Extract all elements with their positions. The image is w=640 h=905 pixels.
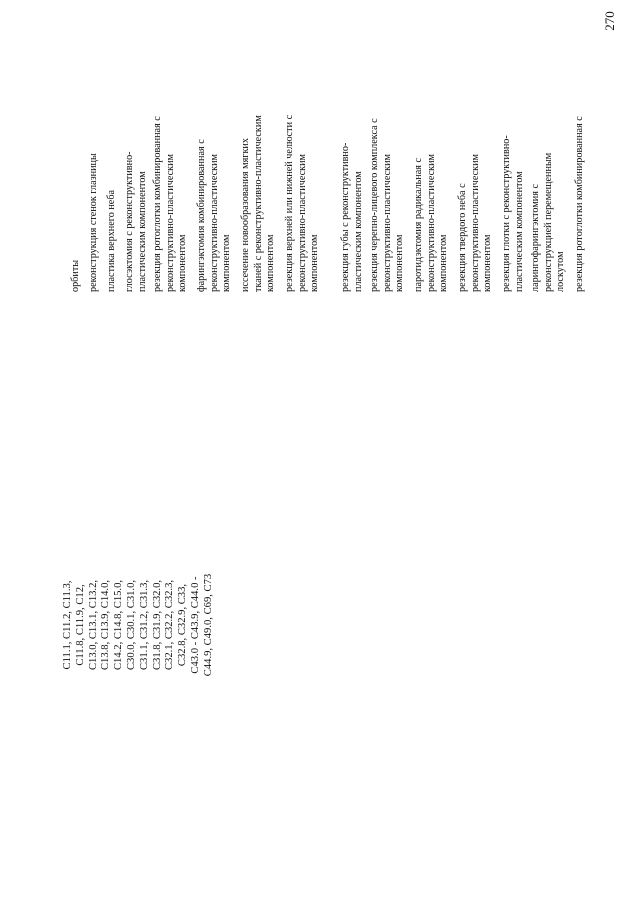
procedure-line: компонентом bbox=[482, 234, 494, 292]
procedure-line: орбиты bbox=[70, 259, 81, 292]
icd-code-line: C11.8, C11.9, C12, bbox=[74, 584, 86, 666]
icd-code-line: C13.8, C13.9, C14.0, bbox=[100, 579, 112, 671]
procedure-item bbox=[88, 153, 101, 292]
procedure-line: компонентом bbox=[309, 234, 321, 292]
procedure-item bbox=[106, 190, 119, 292]
procedure-line: реконструктивно-пластическим bbox=[381, 154, 393, 292]
procedure-line: компонентом bbox=[221, 234, 233, 292]
page-number bbox=[598, 6, 622, 36]
procedure-line: компонентом bbox=[177, 234, 189, 292]
procedure-item bbox=[240, 115, 278, 292]
procedure-line: резекция губы с реконструктивно- bbox=[340, 142, 351, 292]
procedure-line: пластическим компонентом bbox=[513, 171, 525, 292]
procedure-line: иссечение новообразования мягких bbox=[240, 138, 251, 292]
procedure-line: резекция верхней или нижней челюсти с bbox=[284, 114, 295, 292]
procedure-line: пластическим компонентом bbox=[352, 171, 364, 292]
procedure-item bbox=[284, 115, 322, 292]
procedure-line: тканей с реконструктивно-пластическим bbox=[252, 115, 264, 292]
procedure-item bbox=[574, 116, 587, 292]
procedure-item bbox=[413, 154, 451, 292]
icd-code-line: C44.9, C49.0, C69, C73 bbox=[202, 573, 214, 677]
icd-code-list bbox=[62, 560, 222, 690]
icd-code-line: C31.1, C31.2, C31.3, bbox=[138, 579, 150, 671]
procedure-line: резекция твердого неба с bbox=[457, 183, 468, 292]
procedure-line: резекция черепно-лицевого комплекса с bbox=[369, 118, 380, 292]
procedure-line: реконструкцией перемещенным bbox=[542, 152, 554, 292]
icd-code-line: C14.2, C14.8, C15.0, bbox=[113, 579, 125, 671]
procedure-line: реконструктивно-пластическим bbox=[469, 154, 481, 292]
procedure-line: реконструкция стенок глазницы bbox=[88, 153, 99, 292]
procedure-item bbox=[152, 116, 190, 292]
procedure-item bbox=[196, 139, 234, 292]
procedure-line: фарингэктомия комбинированная с bbox=[196, 139, 207, 292]
procedure-line: реконструктивно-пластическим bbox=[208, 154, 220, 292]
procedure-line: резекция глотки с реконструктивно- bbox=[501, 135, 512, 292]
procedure-line: компонентом bbox=[265, 234, 277, 292]
procedure-item bbox=[340, 143, 365, 292]
procedure-line: реконструктивно-пластическим bbox=[425, 154, 437, 292]
icd-code-line: C30.0, C30.1, C31.0, bbox=[125, 579, 137, 671]
icd-code-line: C31.8, C31.9, C32.0, bbox=[151, 579, 163, 671]
icd-code-line: C11.1, C11.2, C11.3, bbox=[62, 580, 73, 670]
procedure-line: резекция ротоглотки комбинированная с bbox=[152, 116, 163, 292]
procedure-line: компонентом bbox=[394, 234, 406, 292]
icd-code-line: C32.8, C32.9, C33, bbox=[177, 583, 189, 667]
procedure-item bbox=[369, 118, 407, 292]
procedure-line: ларингофарингэктомия с bbox=[530, 184, 541, 292]
page-number-text: 270 bbox=[602, 11, 617, 31]
procedure-line: реконструктивно-пластическим bbox=[164, 154, 176, 292]
procedure-line: пластическим компонентом bbox=[136, 171, 148, 292]
procedure-line: паротидэктомия радикальная с bbox=[413, 157, 424, 292]
procedure-item bbox=[457, 154, 495, 292]
procedure-item bbox=[124, 151, 149, 292]
procedure-line: резекция ротоглотки комбинированная с bbox=[574, 116, 585, 292]
icd-code-line: C43.0 - C43.9, C44.0 - bbox=[189, 576, 201, 674]
procedure-line: глосэктомия с реконструктивно- bbox=[124, 151, 135, 292]
icd-code-line: C13.0, C13.1, C13.2, bbox=[87, 579, 99, 671]
procedure-line: лоскутом bbox=[555, 251, 567, 292]
procedure-item bbox=[501, 135, 526, 292]
procedure-line: пластика верхнего неба bbox=[106, 189, 117, 292]
procedure-item bbox=[70, 260, 83, 292]
procedure-item bbox=[530, 153, 568, 292]
procedure-line: реконструктивно-пластическим bbox=[296, 154, 308, 292]
icd-code-line: C32.1, C32.2, C32.3, bbox=[164, 579, 176, 671]
procedure-line: компонентом bbox=[438, 234, 450, 292]
